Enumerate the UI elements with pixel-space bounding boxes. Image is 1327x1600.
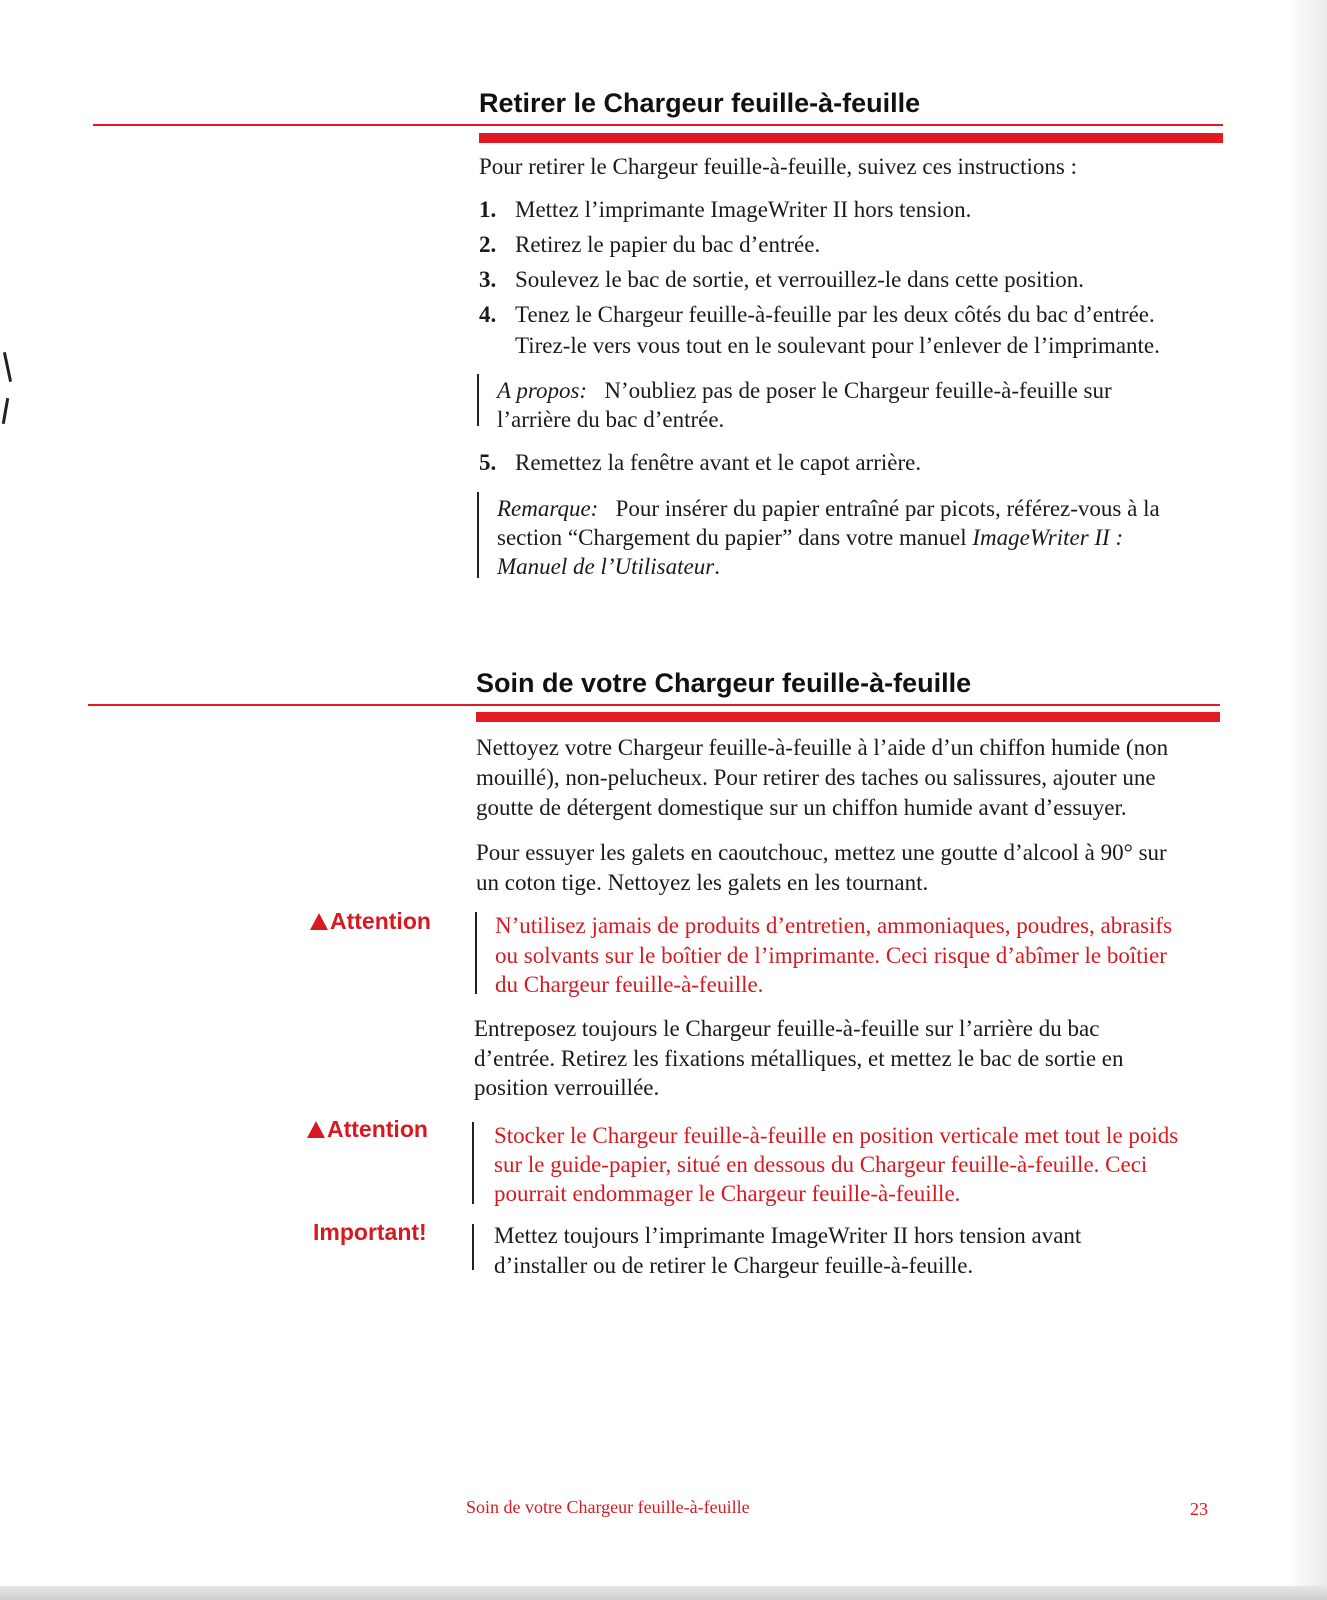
attention2-line: sur le guide-papier, situé en dessous du Chargeur feuille-à-feuille. Ceci: [494, 1152, 1148, 1177]
note-bar: [472, 1122, 474, 1204]
attention-label: Attention: [307, 1116, 428, 1143]
note-bar: [477, 374, 479, 426]
note-apropos-line1: A propos: N’oubliez pas de poser le Chargeur feuille-à-feuille sur: [497, 378, 1112, 403]
attention2-line: Stocker le Chargeur feuille-à-feuille en position verticale met tout le poids: [494, 1123, 1179, 1148]
note-bar: [472, 1224, 474, 1270]
important-label: Important!: [313, 1219, 427, 1245]
important-line: d’installer ou de retirer le Chargeur feuille-à-feuille.: [494, 1253, 974, 1278]
para2-line: Pour essuyer les galets en caoutchouc, mettez une goutte d’alcool à 90° sur: [476, 840, 1167, 865]
section2-title: Soin de votre Chargeur feuille-à-feuille: [476, 668, 972, 698]
para2-line: un coton tige. Nettoyez les galets en les tournant.: [476, 870, 929, 895]
title-rule-thin: [93, 124, 1223, 126]
para3-line: position verrouillée.: [474, 1075, 660, 1100]
attention1-line: N’utilisez jamais de produits d’entretien, ammoniaques, poudres, abrasifs: [495, 913, 1173, 938]
note-remarque-line3: Manuel de l’Utilisateur.: [497, 554, 720, 579]
binding-mark: [3, 352, 12, 382]
attention2-line: pourrait endommager le Chargeur feuille-à-feuille.: [494, 1181, 961, 1206]
list-item: 4. Tenez le Chargeur feuille-à-feuille par les deux côtés du bac d’entrée.: [479, 302, 1155, 327]
intro-text: Pour retirer le Chargeur feuille-à-feuille, suivez ces instructions :: [479, 154, 1077, 179]
list-item: 3. Soulevez le bac de sortie, et verrouillez-le dans cette position.: [479, 267, 1085, 292]
para1-line: goutte de détergent domestique sur un chiffon humide avant d’essuyer.: [476, 795, 1127, 820]
page-number: 23: [1190, 1499, 1208, 1519]
list-item: 1. Mettez l’imprimante ImageWriter II hors tension.: [479, 197, 972, 222]
warning-triangle-icon: [310, 913, 328, 930]
page-edge-shadow: [1287, 0, 1327, 1600]
title-rule-thin: [88, 704, 1220, 706]
note-bar: [477, 492, 479, 578]
para3-line: d’entrée. Retirez les fixations métalliques, et mettez le bac de sortie en: [474, 1046, 1124, 1071]
note-remarque-line1: Remarque: Pour insérer du papier entraîné par picots, référez-vous à la: [497, 496, 1160, 521]
attention1-line: ou solvants sur le boîtier de l’imprimante. Ceci risque d’abîmer le boîtier: [495, 943, 1167, 968]
list-item: 5. Remettez la fenêtre avant et le capot arrière.: [479, 450, 922, 475]
para3-line: Entreposez toujours le Chargeur feuille-à-feuille sur l’arrière du bac: [474, 1016, 1100, 1041]
title-rule-thick: [476, 712, 1220, 722]
note-bar: [475, 912, 477, 994]
warning-triangle-icon: [307, 1121, 325, 1138]
note-apropos-line2: l’arrière du bac d’entrée.: [497, 407, 725, 432]
title-rule-thick: [479, 133, 1223, 143]
important-line: Mettez toujours l’imprimante ImageWriter II hors tension avant: [494, 1223, 1082, 1248]
para1-line: mouillé), non-pelucheux. Pour retirer des taches ou salissures, ajouter une: [476, 765, 1156, 790]
note-remarque-line2: section “Chargement du papier” dans votre manuel ImageWriter II :: [497, 525, 1124, 550]
attention-label: Attention: [310, 908, 431, 935]
attention1-line: du Chargeur feuille-à-feuille.: [495, 972, 764, 997]
list-item-continuation: Tirez-le vers vous tout en le soulevant pour l’enlever de l’imprimante.: [515, 333, 1160, 358]
page-bottom-edge: [0, 1586, 1327, 1600]
section1-title: Retirer le Chargeur feuille-à-feuille: [479, 88, 921, 118]
binding-mark: [2, 398, 9, 424]
footer-section-title: Soin de votre Chargeur feuille-à-feuille: [466, 1497, 750, 1517]
para1-line: Nettoyez votre Chargeur feuille-à-feuille à l’aide d’un chiffon humide (non: [476, 735, 1169, 760]
list-item: 2. Retirez le papier du bac d’entrée.: [479, 232, 821, 257]
